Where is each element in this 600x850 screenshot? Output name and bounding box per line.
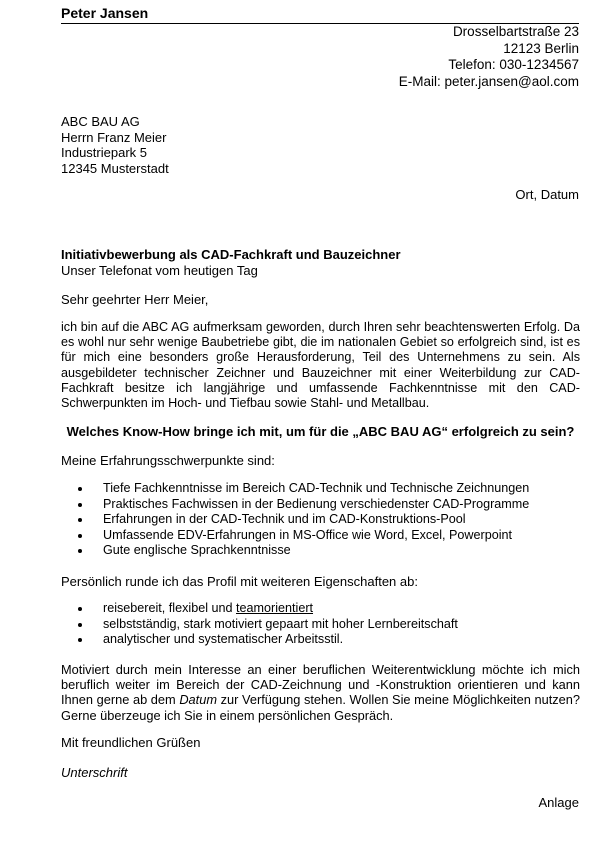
list-item: [61, 528, 580, 544]
list-item: [61, 512, 580, 528]
list-item: [61, 601, 580, 617]
recipient-address-block: [61, 114, 169, 176]
list-item: [61, 543, 580, 559]
focus-list: [61, 481, 580, 559]
recipient-city: 12345 Musterstadt: [61, 160, 169, 176]
list-item-text: selbstständig, stark motiviert gepaart mit hoher Lernbereitschaft: [103, 616, 458, 631]
recipient-street: Industriepark 5: [61, 145, 147, 160]
list-item-text: Umfassende EDV-Erfahrungen in MS-Office wie Word, Excel, Powerpoint: [103, 527, 513, 542]
subject-title: Initiativbewerbung als CAD-Fachkraft und Bauzeichner: [61, 247, 401, 262]
signature: Unterschrift: [61, 765, 128, 780]
bullet-icon: [78, 607, 82, 611]
list-item: [61, 617, 580, 633]
list-item: [61, 481, 580, 497]
profile-list: [61, 601, 580, 648]
list-item-text: Gute englische Sprachkenntnisse: [103, 543, 291, 558]
list-item: [61, 632, 580, 648]
list-item-text: Tiefe Fachkenntnisse im Bereich CAD-Technik und Technische Zeichnungen: [103, 481, 530, 495]
focus-intro: Meine Erfahrungsschwerpunkte sind:: [61, 453, 275, 468]
subject-reference: Unser Telefonat vom heutigen Tag: [61, 262, 258, 278]
bullet-icon: [78, 549, 82, 553]
intro-paragraph: ich bin auf die ABC AG aufmerksam geworden, durch Ihren sehr beachtenswerten Erfolg. Da es wohl nur sehr wenige Baubetriebe gibt, die im nationalen Gebiet so erfolgreich sind, ist es für mich eine besonders große Herausforderung, Teil des Unternehmens zu sein. Als ausgebildeter technischer Zeichner und Bauzeichner mit einer Weiterbildung zur CAD-Fachkraft besitze ich langjährige und umfassende Fachkenntnisse mit den CAD-Schwerpunkten im Hoch- und Tiefbau sowie Stahl- und Metallbau.: [61, 320, 580, 411]
recipient-company: ABC BAU AG: [61, 114, 140, 129]
bullet-icon: [78, 623, 82, 627]
bullet-icon: [78, 503, 82, 507]
closing-paragraph: [61, 662, 580, 723]
sender-city: 12123 Berlin: [503, 40, 579, 56]
sender-street: Drosselbartstraße 23: [452, 24, 579, 39]
closing-text-part1: Motiviert durch mein Interesse an einer beruflichen Weiterentwicklung möchte ich mich beruflich weiter im Bereich der CAD-Zeichnung und -Konstruktion orientieren und kann Ihnen gerne ab dem: [61, 662, 580, 708]
know-how-heading: Welches Know-How bringe ich mit, um für die „ABC BAU AG“ erfolgreich zu sein?: [66, 424, 575, 439]
recipient-contact: Herrn Franz Meier: [61, 129, 167, 145]
sender-address-block: [399, 24, 579, 90]
list-item-underlined-text: teamorientiert: [236, 601, 314, 615]
bullet-icon: [78, 638, 82, 642]
list-item-text: reisebereit, flexibel und: [103, 601, 237, 615]
bullet-icon: [78, 534, 82, 538]
closing-emphasis: Datum: [179, 692, 218, 708]
bullet-icon: [78, 487, 82, 491]
subject-block: [61, 247, 581, 278]
sender-email: E-Mail: peter.jansen@aol.com: [398, 73, 579, 89]
list-item-text: analytischer und systematischer Arbeitsstil.: [103, 632, 344, 647]
closing-text-part2: zur Verfügung stehen. Wollen Sie meine Möglichkeiten nutzen? Gerne überzeuge ich Sie in einem persönlichen Gespräch.: [61, 692, 580, 723]
bullet-icon: [78, 518, 82, 522]
sender-phone: Telefon: 030-1234567: [448, 57, 579, 72]
list-item-text: Erfahrungen in der CAD-Technik und im CAD-Konstruktions-Pool: [103, 512, 466, 527]
list-item-text: Praktisches Fachwissen in der Bedienung verschiedenster CAD-Programme: [103, 496, 530, 511]
enclosure-note: Anlage: [538, 795, 579, 810]
place-date: Ort, Datum: [515, 187, 579, 202]
greeting: Mit freundlichen Grüßen: [61, 735, 201, 750]
list-item: [61, 497, 580, 513]
salutation: Sehr geehrter Herr Meier,: [61, 292, 209, 307]
sender-name: Peter Jansen: [61, 5, 579, 24]
profile-intro: Persönlich runde ich das Profil mit weiteren Eigenschaften ab:: [61, 574, 418, 589]
